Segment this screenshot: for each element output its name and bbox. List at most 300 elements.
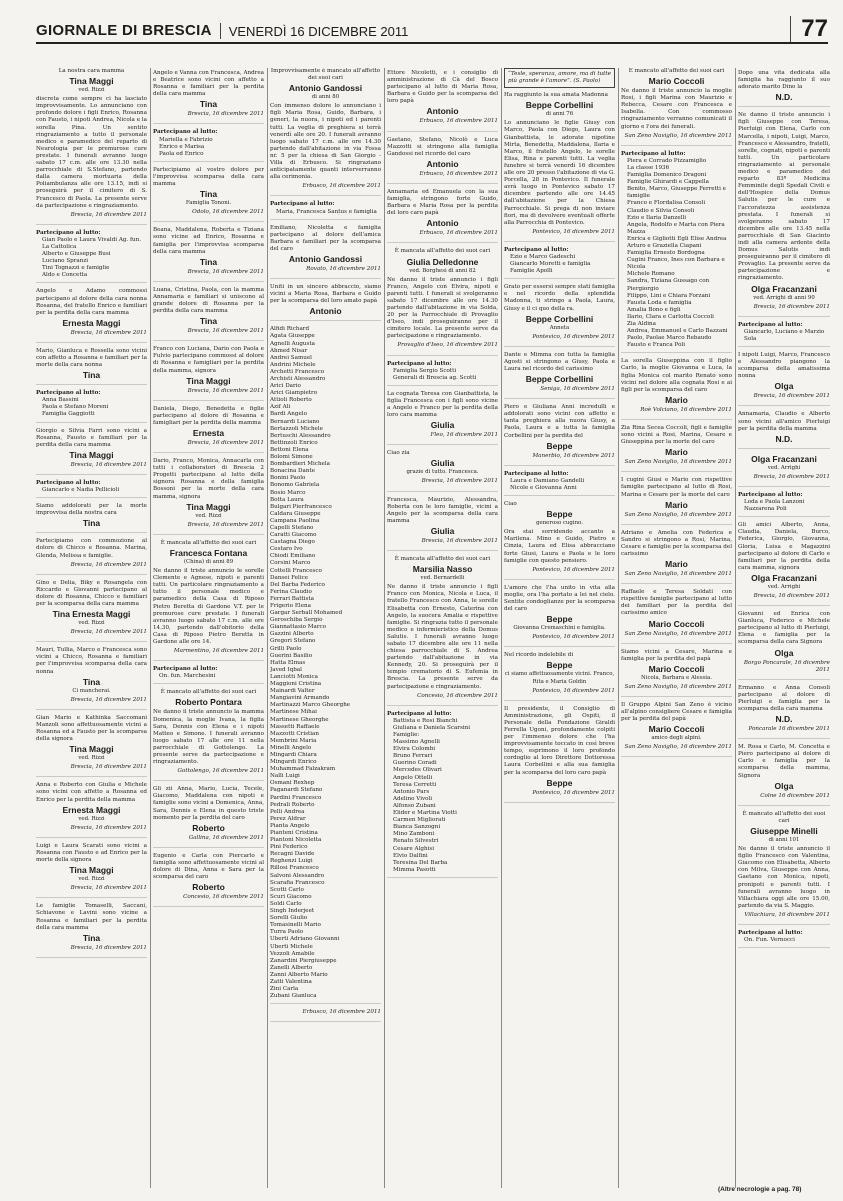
notice-block xyxy=(153,70,264,124)
name-list-item: Bonomo Gabriela xyxy=(270,482,320,489)
name-list-item: Zini Carla xyxy=(270,986,299,993)
mourner-item: Arturo e Graziella Ciapani xyxy=(627,242,702,249)
mourner-item: Battista e Rosi Bianchi xyxy=(393,717,458,724)
deceased-name: Ernesta Maggi xyxy=(62,804,121,815)
mourner-item: Benito, Marco, Giuseppe Ferretti e famiglie xyxy=(627,186,726,200)
mourner-item: Paolo, Paolae Marco Rebaudo xyxy=(627,335,712,342)
notice-block xyxy=(36,843,147,898)
notice-block xyxy=(738,454,830,487)
deceased-name: Beppe Corbellini xyxy=(525,313,594,324)
notice-text: Luigi e Laura Scarati sono vicini a Rosanna con Fausto e ad Enrico per la morte della signora xyxy=(36,842,147,864)
notice-block xyxy=(738,744,830,806)
notice-subtitle: ved. Arrighi di anni 90 xyxy=(753,294,815,301)
name-list-item: Attioli Roberto xyxy=(270,397,312,404)
name-list-item: Del Barba Federico xyxy=(270,581,325,588)
mourner-item: Michele Romano xyxy=(627,271,675,278)
deceased-name: Tina Maggi xyxy=(186,501,231,512)
notice-block xyxy=(387,361,498,386)
place-date: Rovato, 16 dicembre 2011 xyxy=(306,265,381,272)
notice-text: Daniela, Diego, Benedetta e figlie partecipano al dolore di Rosanna e famigliari per la perdita della mamma xyxy=(153,405,264,426)
mourner-item: Teresa Cerretti xyxy=(393,781,437,788)
name-list-item: Martinese Gheorghe xyxy=(270,716,329,723)
column-divider xyxy=(618,68,619,1188)
notice-text: L'amore che l'ha unito in vita alla moglie, ora l'ha portato a lei nel cielo. Sentite condoglianze per la scomparsa del caro xyxy=(504,584,615,613)
name-list-item: Castagna Diego xyxy=(270,539,315,546)
name-list-item: Guerini Basilio xyxy=(270,652,313,659)
notice-text: Zia Rina Secea Coccoli, figli e famiglie sono vicini a Rosi, Marina, Cesare e Giuseppina per la morte del caro xyxy=(621,424,732,446)
notice-block xyxy=(270,284,381,321)
place-date: Concesio, 16 dicembre 2011 xyxy=(417,692,498,699)
notice-text: Adriano e Amelia con Federica e Sandro si stringono a Rosi, Marina, Cesare e famiglie per la scomparsa del carissimo xyxy=(621,529,732,557)
notice-block xyxy=(36,288,147,342)
column-5 xyxy=(504,68,615,1188)
notice-text: Dario, Franco, Monica, Annacarla con tutti i collaboratori di Brescia 2 Progetti partecipano al lutto della signora Rosanna e della famiglia Bossoni per la morte della cara mamma, signora xyxy=(153,458,264,500)
mourner-item: Enrica e Gigliotti Egli Elise Andrea xyxy=(627,235,727,242)
notice-subtitle: di anni 80 xyxy=(311,94,340,101)
place-date: San Zeno Naviglio, 16 dicembre 2011 xyxy=(624,571,732,578)
mourner-item: Famiglia Sergio Scotti xyxy=(393,367,457,374)
name-list-item: Caldara Giuseppe xyxy=(270,510,321,517)
notice-text: Siamo addolorati per la morte improvvisa della nostra cara xyxy=(36,503,147,517)
name-list-item: Capelli Stefano xyxy=(270,524,314,531)
name-list-item: Corsini Marco xyxy=(270,560,311,567)
mourner-item: Famiglia Domenico Dragoni xyxy=(627,172,707,179)
deceased-name: N.D. xyxy=(775,433,793,444)
mourners-heading: Partecipano al lutto: xyxy=(738,929,803,936)
notice-text: Annamaria, Claudio e Alberto sono vicini all'amico Pierluigi per la perdita della mamma xyxy=(738,411,830,432)
notice-block xyxy=(36,480,147,498)
notice-subtitle: ved. Bernardelli xyxy=(420,575,465,582)
name-list-item: Giannattasio Marco xyxy=(270,624,327,631)
mourner-item: Loda e Paola Lanzoni xyxy=(744,499,805,506)
notice-text: Il presidente, il Consiglio di Amministrazione, gli Ospiti, il Personale della Fondazione Giraldi Ferrella Ugoni, profondamente colpiti per l'immenso dolore che l'ha improvvisamente toccato in così breve tempo, esprimono il loro profondo cordoglio al loro Direttore Dottoressa Laura Corbellini e alla sua famiglia per la scomparsa del loro caro papà xyxy=(504,705,615,776)
deceased-name: Tina xyxy=(82,518,101,529)
column-2 xyxy=(153,68,264,1188)
name-list-item: Bettinzoli Enrico xyxy=(270,439,318,446)
notice-subtitle: ved. Arrighi xyxy=(767,464,801,471)
notice-text: Ne danno il triste annuncio la mamma Domenica, la moglie Ivana, la figlia Sara, Dennis con Elena e i nipoti Matteo e Simone. I funerali avranno luogo sabato 17 alle ore 11 nella parrocchiale di Gottolengo. La presente serve da partecipazione e ringraziamento. xyxy=(153,709,264,766)
notice-subtitle: Giovanna Cremaschini e famiglia. xyxy=(513,625,606,632)
name-list-item: Scotti Carlo xyxy=(270,886,304,893)
notice-text: Partecipiamo al vostro dolore per l'improvvisa scomparsa della cara mamma xyxy=(153,166,264,188)
column-divider xyxy=(501,68,502,1188)
notice-block xyxy=(153,540,264,661)
mourner-item: Aldo e Concetta xyxy=(42,272,88,279)
mourner-item: Mimma Pasotti xyxy=(393,866,436,873)
mourner-item: Giancarlo Moretti e famiglia xyxy=(510,261,591,268)
deceased-name: Tina Maggi xyxy=(69,744,114,755)
notice-block xyxy=(153,227,264,281)
deceased-name: Antonio xyxy=(426,158,459,169)
name-list-item: Lanciotti Monica xyxy=(270,673,318,680)
notice-text: Anna e Roberto con Giulia e Michele sono vicini con affetto a Rosanna ed Enrico per la perdita della mamma xyxy=(36,782,147,803)
name-list-item: Ahmed Nisar xyxy=(270,347,308,354)
name-list-item: Pardini Francesco xyxy=(270,794,322,801)
notice-subtitle: ved. Rizzi xyxy=(78,87,105,94)
mourner-item: Claudio e Silvia Consoli xyxy=(627,207,695,214)
name-list-item: Agnelli Augusta xyxy=(270,340,315,347)
deceased-name: Olga xyxy=(774,381,794,392)
name-list-item: Mingardi Enrico xyxy=(270,759,317,766)
name-list-item: Bolomi Simone xyxy=(270,454,313,461)
mourners-heading: Partecipano al lutto: xyxy=(621,150,686,157)
notice-subtitle: generoso cugino. xyxy=(536,520,583,527)
notice-block xyxy=(387,189,498,243)
notice-subtitle: grazie di tutto. Francesca. xyxy=(406,469,479,476)
notice-block xyxy=(738,411,830,448)
notice-block xyxy=(504,352,615,399)
notice-block xyxy=(270,201,381,219)
name-list-item: Bulgari Pierfrancesco xyxy=(270,503,332,510)
mourner-item: Teresina Del Barba xyxy=(393,859,448,866)
notice-block xyxy=(387,70,498,132)
name-list-item: Agata Giuseppe xyxy=(270,333,315,340)
name-list-item: Ferrari Battista xyxy=(270,595,314,602)
place-date: Roè Volciano, 16 dicembre 2011 xyxy=(640,406,732,413)
notice-block xyxy=(738,811,830,925)
deceased-name: Mario xyxy=(665,559,688,570)
name-list-item: Paganardi Stefano xyxy=(270,787,323,794)
mourner-item: Cugini Franco, Ines con Barbara e Nicola xyxy=(627,257,725,271)
mourner-item: Giuliana e Daniela Scarsini xyxy=(393,724,471,731)
notice-subtitle: ci siamo affettuosamente vicini. Franco, Rita e Maria Goldin xyxy=(504,671,615,685)
name-list-item: Bosio Marco xyxy=(270,489,306,496)
name-list-item: Zanni Alberto Mario xyxy=(270,971,328,978)
notice-text: Giorgio e Silvia Farri sono vicini a Rosanna, Fausto e familiari per la perdita della cara mamma xyxy=(36,427,147,448)
notice-subtitle: di anni 76 xyxy=(545,111,574,118)
place-date: Seniga, 16 dicembre 2011 xyxy=(540,386,615,393)
notice-text: Ermanno e Anna Consoli partecipano al dolore di Pierluigi e famiglia per la scomparsa della cara mamma xyxy=(738,684,830,712)
notice-block xyxy=(738,930,830,948)
mourner-item: Filippo, Lini e Chiara Forzani xyxy=(627,292,711,299)
deceased-name: Beppe Corbellini xyxy=(525,100,594,111)
notice-text: Mario, Gianluca e Rossella sono vicini con affetto a Rosanna e familiari per la morte della cara nonna xyxy=(36,347,147,369)
mourner-item: Elider e Martina Viotti xyxy=(393,810,457,817)
deceased-name: Beppe xyxy=(546,660,573,671)
notice-subtitle: ved. Rizzi xyxy=(78,876,105,883)
deceased-name: Beppe xyxy=(546,509,573,520)
place-date: Poncarale 16 dicembre 2011 xyxy=(748,726,830,733)
mourner-item: Cesare Alghisi xyxy=(393,845,435,852)
name-list-item: Uberti Adriano Giovanni xyxy=(270,936,340,943)
column-6 xyxy=(621,68,732,1188)
place-date: Brescia, 16 dicembre 2011 xyxy=(70,824,147,831)
deceased-name: Roberto xyxy=(192,822,225,833)
masthead-divider xyxy=(220,23,221,39)
name-list-item: Recagni Davide xyxy=(270,851,315,858)
notice-subtitle: Famiglia Tononi. xyxy=(185,200,232,207)
name-list-item: Dansei Felice xyxy=(270,574,309,581)
deceased-name: Olga xyxy=(774,780,794,791)
deceased-name: Beppe xyxy=(546,440,573,451)
mourner-item: Fausto e Franca Poli xyxy=(627,342,686,349)
place-date: Marmentino, 16 dicembre 2011 xyxy=(173,648,264,655)
name-list-item: Minelli Angelo xyxy=(270,744,312,751)
mourner-item: Paola ed Enrico xyxy=(159,150,204,157)
mourner-item: Nicole e Giovanna Anni xyxy=(510,484,577,491)
place-date: Brescia, 16 dicembre 2011 xyxy=(187,268,264,275)
name-list-item: Zanardini Piergiuseppe xyxy=(270,957,337,964)
mourners-heading: Partecipano al lutto: xyxy=(387,710,452,717)
name-list-item: Zubani Gianluca xyxy=(270,993,317,1000)
mourner-item: Adelino Vivoli xyxy=(393,795,433,802)
notice-text: Annamaria ed Emanuela con la sua famiglia, stringono forte Guido, Barbara e Maria Rosa per la perdita del loro caro papà xyxy=(387,188,498,217)
deceased-name: Giulia xyxy=(430,458,455,469)
notice-subtitle: Ci mancherai. xyxy=(72,687,111,694)
place-date: Brescia, 16 dicembre 2011 xyxy=(753,303,830,310)
name-list-item: Azif Ali xyxy=(270,404,291,411)
deceased-name: Tina Maggi xyxy=(69,76,114,87)
mourner-item: Massimo Agnelli xyxy=(393,739,440,746)
notice-block xyxy=(36,68,147,225)
deceased-name: Tina xyxy=(199,99,218,110)
notice-block xyxy=(387,450,498,491)
deceased-name: N.D. xyxy=(775,714,793,725)
mourner-item: Famiglia Ernesto Bordogna xyxy=(627,250,705,257)
mourners-heading: Partecipano al lutto: xyxy=(387,360,452,367)
notice-text: I nipoti Luigi, Marco, Francesco e Alessandro piangono la scomparsa della amatissima nonna xyxy=(738,352,830,380)
place-date: Pontevico, 16 dicembre 2011 xyxy=(532,333,615,340)
name-list-item: Piantoni Nicoletta xyxy=(270,837,322,844)
name-list-item: Gargar Serball Mohamed xyxy=(270,610,343,617)
name-list-item: Pianta Angelo xyxy=(270,822,310,829)
mourner-item: Amalia Bono e figli xyxy=(627,306,681,313)
name-list-item: Zatti Valentina xyxy=(270,978,312,985)
name-list-item: Chiodi Emiliano xyxy=(270,553,316,560)
notice-block xyxy=(738,70,830,107)
name-list-item: Perez Aldrar xyxy=(270,815,306,822)
notice-block xyxy=(621,530,732,584)
notice-subtitle: di anni 101 xyxy=(768,836,800,843)
notice-block xyxy=(504,501,615,580)
name-list-item: Mangiavini Armando xyxy=(270,695,330,702)
mourner-item: Antonio Pars xyxy=(393,788,430,795)
masthead xyxy=(36,14,828,44)
place-date: San Zeno Naviglio, 16 dicembre 2011 xyxy=(624,132,732,139)
column-4 xyxy=(387,68,498,1188)
deceased-name: Olga Fracanzani xyxy=(751,283,817,294)
place-date: Erbusco, 16 dicembre 2011 xyxy=(419,170,498,177)
mourner-item: Luciano Spranzi xyxy=(42,258,89,265)
notice-intro: È mancata all'affetto dei suoi cari xyxy=(160,539,257,546)
notice-block xyxy=(621,702,732,757)
place-date: Brescia, 16 dicembre 2011 xyxy=(70,211,147,218)
name-list-item: Bertazzoli Michele xyxy=(270,425,323,432)
mourner-item: Mercedes Olivari xyxy=(393,767,442,774)
column-7 xyxy=(738,68,830,1188)
notice-text: Luana, Cristina, Paola, con la mamma Annamaria e familiari si uniscono al grande dolore di Rosanna per la perdita della cara mamma xyxy=(153,286,264,315)
column-divider xyxy=(384,68,385,1188)
place-date: Odolo, 16 dicembre 2011 xyxy=(192,209,264,216)
notice-block xyxy=(504,585,615,648)
notice-block xyxy=(504,68,615,242)
notice-subtitle: ved. Arrighi xyxy=(767,583,801,590)
notice-block xyxy=(621,477,732,524)
notice-block xyxy=(36,903,147,957)
notice-subtitle: amico degli alpini. xyxy=(651,735,702,742)
notice-text: Partecipiamo con commozione al dolore di Chicco e Rosanna. Marina, Glenda, Melissa e famiglie. xyxy=(36,538,147,559)
notice-text: Gino e Delia, Biky e Rosangela con Riccardo e Giovanni partecipano al dolore di Rosanna, Chicco e familiari per la scomparsa della cara mamma xyxy=(36,579,147,607)
notice-text: Raffaele e Teresa Soldati con rispettive famiglie partecipano al lutto dei familiari per la perdita del carissimo amico xyxy=(621,589,732,617)
mourners-heading: Partecipano al lutto: xyxy=(153,129,218,136)
deceased-name: Mario Coccoli xyxy=(648,76,705,87)
name-list-item: Zanelli Alberto xyxy=(270,964,313,971)
notice-text: Gaetano, Stefano, Nicolò e Luca Mazzotti si stringono alla famiglia Gandossi nel ricordo del caro xyxy=(387,136,498,157)
place-date: Brescia, 16 dicembre 2011 xyxy=(70,885,147,892)
notice-block xyxy=(153,689,264,781)
mourner-item: Angelo Ottelli xyxy=(393,774,433,781)
deceased-name: Tina Maggi xyxy=(69,865,114,876)
mourner-item: Bruno Ferrari xyxy=(393,753,433,760)
notice-text: La cognata Teresa con Gianbattista, la figlia Francesca con i figli sono vicine a Angelo e Franco per la perdita della loro cara mamma xyxy=(387,390,498,419)
notice-subtitle: (China) di anni 89 xyxy=(183,558,234,565)
notice-text: Ne danno il triste annuncio i figli Giuseppe con Teresa, Pierluigi con Elena, Carlo con Marcella, i nipoti, Luigi, Marco, Francesco e Alessandro, fratelli, sorelle, cognati, nipoti e parenti tutti. Un particolare ringraziamento ai personale medico e paramedico del reparto 83ª Medicina Femminile degli Spedali Civili e dell'Hospice della Domus Salutis per le cure e l'accoratezza assistenza prestata. I funerali si svolgeranno sabato 17 dicembre alle ore 13.45 nella parrocchiale di San Giacinto indi alla camera ardente della Domus Salutis indi proseguiranno per il cimitero di Provaglio. La presente serve da partecipazione e ringraziamento. xyxy=(738,112,830,282)
notice-subtitle: ved. Rizzi xyxy=(78,755,105,762)
deceased-name: Olga Fracanzani xyxy=(751,453,817,464)
notice-text: M. Rosa e Carlo, M. Concetta e Piero partecipano al dolore di Carlo e famiglia per la scomparsa della mamma, Signora xyxy=(738,744,830,779)
place-date: Provaglio d'Iseo, 16 dicembre 2011 xyxy=(397,342,498,349)
notice-text: Dopo una vita dedicata alla famiglia ha raggiunto il suo adorato marito Dino la xyxy=(738,70,830,91)
notice-block xyxy=(36,348,147,385)
name-list-item: Osmani Rexhep xyxy=(270,780,315,787)
notice-block xyxy=(153,458,264,535)
mourner-item: Sandra, Tiziana Gussago con Piergiorgio xyxy=(627,278,710,292)
notice-block xyxy=(153,786,264,848)
notice-intro: Improvvisamente è mancato all'affetto dei suoi cari xyxy=(270,68,381,82)
mourner-item: Mariella e Fabrizio xyxy=(159,136,213,143)
notice-block xyxy=(153,129,264,161)
mourner-item: Ilario, Clara e Carlotta Coccoli xyxy=(627,313,714,320)
notice-block xyxy=(270,68,381,196)
place-date: Brescia, 16 dicembre 2011 xyxy=(421,537,498,544)
name-list-item: Bonini Paolo xyxy=(270,475,306,482)
deceased-name: Tina Ernesta Maggi xyxy=(52,609,131,620)
mourner-item: Mino Zamboni xyxy=(393,831,435,838)
mourner-item: Franco e Flordalisa Consoli xyxy=(627,200,706,207)
name-list-item: Uberti Michele xyxy=(270,943,313,950)
continued-notice: (Altre necrologie a pag. 78) xyxy=(718,1186,802,1193)
mourner-item: Famiglie: xyxy=(393,732,420,738)
notice-block xyxy=(504,471,615,496)
name-list-item: Pianteni Cristina xyxy=(270,830,318,836)
notice-intro: È mancato all'affetto dei suoi cari xyxy=(160,689,257,696)
place-date: Brescia, 16 dicembre 2011 xyxy=(70,461,147,468)
notice-block xyxy=(621,649,732,697)
mourner-item: Enrico e Marisa xyxy=(159,143,205,150)
name-list-item: Scuri Giacomo xyxy=(270,893,312,900)
name-list-item: Botta Laura xyxy=(270,496,304,503)
deceased-name: Roberto xyxy=(192,882,225,893)
notice-text: Eugenio e Carla con Piercarlo e famiglia sono affettuosamente vicini al dolore di Dina, Anna e Sara per la scomparsa del caro xyxy=(153,852,264,881)
name-list-item: Bettoni Elena xyxy=(270,446,309,453)
mourners-heading: Partecipano al lutto: xyxy=(738,321,803,328)
mourner-item: Maria, Francesca Santus e famiglia xyxy=(276,208,377,215)
notice-intro: La nostra cara mamma xyxy=(58,68,125,74)
mourners-heading: Partecipano al lutto: xyxy=(270,201,335,208)
place-date: Brescia, 16 dicembre 2011 xyxy=(70,696,147,703)
notice-block xyxy=(504,652,615,700)
place-date: Concesio, 16 dicembre 2011 xyxy=(183,894,264,901)
name-list-item: Bertuschi Alessandro xyxy=(270,432,331,439)
deceased-name: Antonio Gandossi xyxy=(288,83,363,94)
place-date: San Zeno Naviglio, 16 dicembre 2011 xyxy=(624,511,732,518)
place-date: San Zeno Naviglio, 16 dicembre 2011 xyxy=(624,683,732,690)
notice-block xyxy=(387,391,498,445)
notice-block xyxy=(153,853,264,907)
name-list-item: Frigerio Elena xyxy=(270,603,311,609)
mourners-heading: Partecipano al lutto: xyxy=(504,246,569,253)
notice-text: Gli amici Alberto, Anna, Claudia, Daniela, Burco, Federica, Giorgio, Giovanna, Gloria, Luisa e Magazzini partecipano al dolore di Carlo e familiari per la perdita della cara mamma, signora xyxy=(738,522,830,571)
column-1 xyxy=(36,68,147,1188)
deceased-name: Olga xyxy=(774,647,794,658)
name-list-item: Membrini Maria xyxy=(270,737,317,744)
name-list-item: Reghenzi Luigi xyxy=(270,858,313,865)
notice-block xyxy=(738,685,830,739)
name-list-item: Bonacina Dante xyxy=(270,468,316,475)
name-list-item: Archisti Alessandro xyxy=(270,376,326,382)
notice-text: I cugini Giusi e Mario con rispettive famiglie partecipano al lutto di Rosi, Marina e Cesare per la morte del caro xyxy=(621,477,732,498)
notice-block xyxy=(504,706,615,803)
notice-text: Angelo e Adamo commossi partecipano al dolore della cara nonna Rosanna, del fratello Enrico e familiari per la perdita della cara mamma xyxy=(36,288,147,316)
notice-text: Mauri, Tullia, Marco e Francesca sono vicini a Chicco, Rosanna e familiari per l'improvvisa scomparsa della cara nonna xyxy=(36,647,147,675)
name-list-item: Rillosi Francesco xyxy=(270,865,319,872)
notice-text: La sorella Giuseppina con il figlio Carlo, la moglie Giovanna e Luca, la figlia Monica col marito Renato sono vicini nel dolore alla cognata Rosi e ai figli per la scomparsa del caro xyxy=(621,358,732,393)
notice-text: Angelo e Vanna con Francesca, Andrea e Beatrice sono vicini con affetto a Rosanna e familiari per la perdita della cara mamma xyxy=(153,70,264,98)
notice-text: Uniti in un sincero abbraccio, siamo vicini a Maria Rosa, Barbara e Guido per la scomparsa del loro amato papà xyxy=(270,284,381,305)
deceased-name: Ernesta Maggi xyxy=(62,317,121,328)
notice-block xyxy=(153,666,264,684)
mourner-item: Piera e Corrado Pizzamiglio xyxy=(627,157,707,164)
notice-text: Emiliano, Nicoletta e famiglia partecipano al dolore dell'amica Barbara e familiari per la scomparsa del caro xyxy=(270,224,381,252)
place-date: Brescia, 16 dicembre 2011 xyxy=(753,473,830,480)
name-list-item: Bardi Angelo xyxy=(270,411,307,418)
notice-text: Le famiglie Tomaselli, Saccani, Schiavone e Lavini sono vicine a Rosanna e familiari per la perdita della cara mamma xyxy=(36,903,147,931)
mourner-item: On. fun. Marchesini xyxy=(159,673,216,680)
place-date: Brescia, 16 dicembre 2011 xyxy=(187,111,264,118)
deceased-name: Marsilia Nasso xyxy=(412,564,473,575)
deceased-name: Antonio xyxy=(426,106,459,117)
place-date: Pontevico, 16 dicembre 2011 xyxy=(532,228,615,235)
column-divider xyxy=(267,68,268,1188)
mourner-item: Guerino Coradi xyxy=(393,760,437,767)
page-number: 77 xyxy=(790,16,828,42)
name-list-item: Alfidi Richard xyxy=(270,326,310,333)
notice-subtitle: ved. Rizzi xyxy=(78,620,105,627)
notice-text: Ciao zia xyxy=(387,450,410,457)
mourner-item: Giancarlo, Luciano e Marzio Sola xyxy=(744,328,825,342)
mourners-heading: Partecipano al lutto: xyxy=(36,479,101,486)
place-date: Pontevico, 16 dicembre 2011 xyxy=(532,789,615,796)
notice-block xyxy=(387,248,498,355)
name-list-item: Nalli Luigi xyxy=(270,773,300,780)
notice-block xyxy=(738,611,830,680)
notice-text: Grato per essersi sempre stati famiglia e nel ricordo della splendida Madonna, ti stringo a Paola, Laura, Giusy e il ci quo della ra. xyxy=(504,284,615,312)
place-date: Fleo, 16 dicembre 2011 xyxy=(430,432,498,439)
notice-block xyxy=(621,425,732,472)
place-date: Gottolengo, 16 dicembre 2011 xyxy=(177,768,264,775)
place-date: San Zeno Naviglio, 16 dicembre 2011 xyxy=(624,744,732,751)
place-date: Manerbio, 16 dicembre 2011 xyxy=(532,452,615,459)
deceased-name: Roberto Pontara xyxy=(175,697,242,708)
name-list-item: Martinese Mihai xyxy=(270,709,317,716)
place-date: Brescia, 16 dicembre 2011 xyxy=(187,387,264,394)
notice-text: Beana, Maddalena, Roberta e Tiziana sono vicine ad Enrico, Rosanna e famiglia per l'improvvisa scomparsa della cara mamma xyxy=(153,227,264,255)
deceased-name: Giulia xyxy=(430,525,455,536)
place-date: Pontevico, 16 dicembre 2011 xyxy=(532,634,615,641)
notice-block xyxy=(738,322,830,347)
place-date: Brescia, 16 dicembre 2011 xyxy=(421,478,498,485)
name-list-item: Arici Giampietro xyxy=(270,390,318,397)
